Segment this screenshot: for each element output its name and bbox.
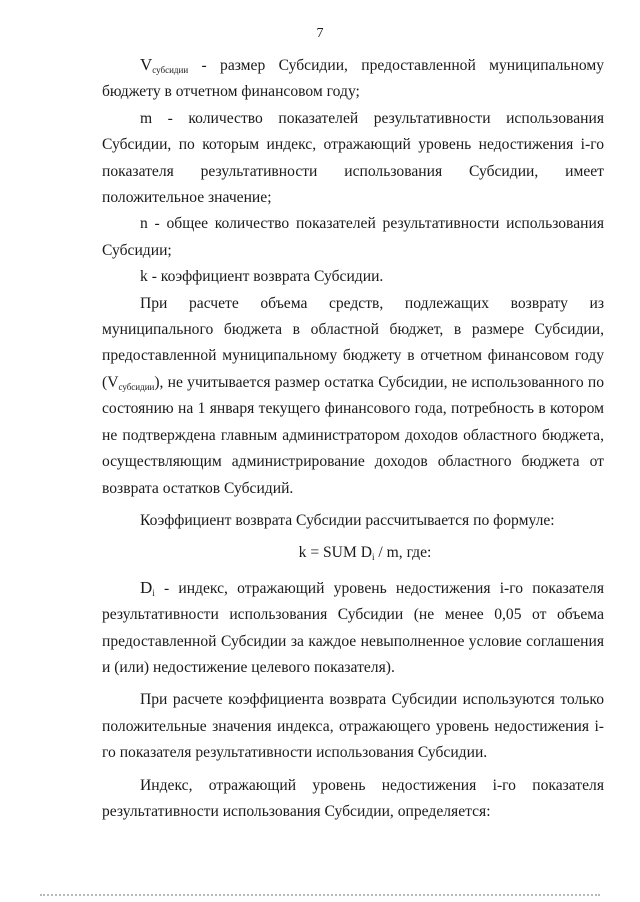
formula-k-subscript: i: [371, 552, 375, 563]
paragraph-calculation-volume-subscript: субсидии: [118, 381, 155, 392]
definition-n: n - общее количество показателей результативности использования Субсидии;: [102, 215, 604, 259]
formula-k-main: k = SUM D: [298, 544, 372, 562]
paragraph-positive-values: При расчете коэффициента возврата Субсидии используются только положительные значения индекса, отражающего уровень недостижения i-го показателя результативности использования Субсидии.: [102, 691, 604, 762]
definition-v-text: - размер Субсидии, предоставленной муниципальному бюджету в отчетном финансовом году;: [102, 57, 604, 101]
variable-d-subscript: i: [152, 587, 155, 598]
definition-di: [102, 575, 604, 682]
variable-d: D: [140, 577, 153, 597]
definition-m: m - количество показателей результативности использования Субсидии, по которым индекс, отражающий уровень недостижения i-го показателя результативности использования Субсидии, имеет положительное значение;: [102, 109, 604, 207]
formula-intro: Коэффициент возврата Субсидии рассчитывается по формуле:: [140, 511, 555, 529]
formula-k: [102, 540, 604, 566]
document-body: [102, 52, 604, 825]
variable-v-subscript: субсидии: [152, 65, 189, 75]
scan-artifact-line: [40, 894, 600, 896]
definition-di-text: - индекс, отражающий уровень недостижения i-го показателя результативности использования Субсидии (не менее 0,05 от объема предоставленной Субсидии за каждое невыполненное условие соглашения и (или) недостижение целевого показателя).: [102, 579, 604, 676]
definition-v-subsidy: [102, 52, 604, 106]
paragraph-calculation-volume-b: ), не учитывается размер остатка Субсидии, не использованного по состоянию на 1 января текущего финансового года, потребность в котором не подтверждена главным администратором доходов областного бюджета, осуществляющим администрирование доходов областного бюджета от возврата остатков Субсидий.: [102, 373, 604, 497]
page-number: 7: [316, 26, 324, 41]
paragraph-index-definition: Индекс, отражающий уровень недостижения i-го показателя результативности использования Субсидии, определяется:: [102, 776, 604, 820]
definition-k: k - коэффициент возврата Субсидии.: [140, 268, 384, 286]
paragraph-calculation-volume-a: При расчете объема средств, подлежащих возврату из муниципального бюджета в областной бюджет, в размере Субсидии, предоставленной муниципальному бюджету в отчетном финансовом году (V: [102, 294, 604, 391]
variable-v: V: [140, 55, 153, 74]
paragraph-calculation-volume: [102, 291, 604, 502]
formula-k-where: , где:: [398, 544, 432, 562]
formula-k-divisor: / m: [374, 544, 399, 562]
